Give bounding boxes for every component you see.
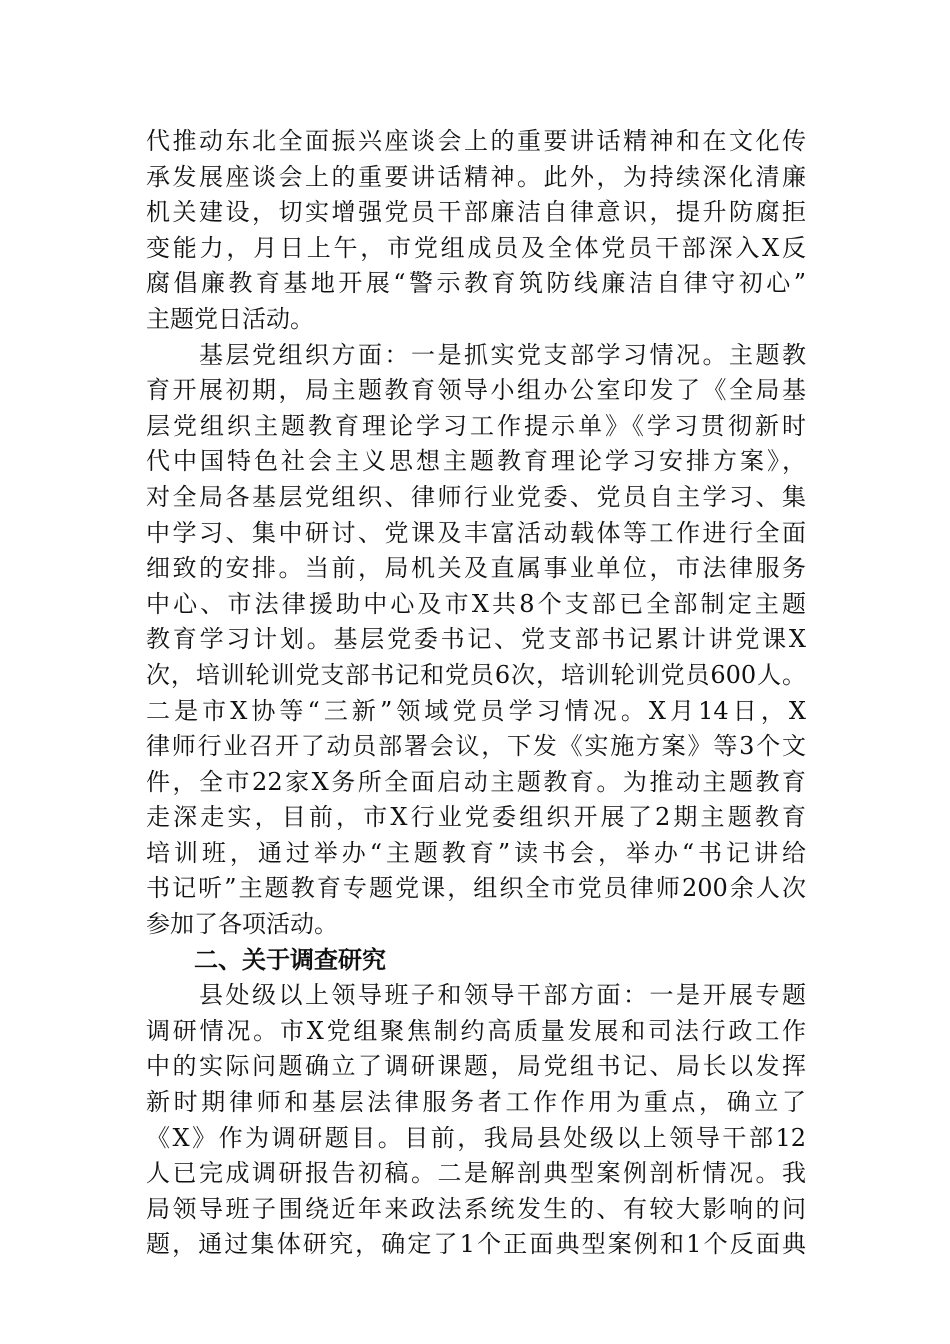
- text-line: 件，全市22家X务所全面启动主题教育。为推动主题教育: [146, 767, 806, 796]
- section-heading: 二、关于调查研究: [194, 945, 386, 974]
- text-line: 变能力，月日上午，市党组成员及全体党员干部深入X反: [146, 233, 806, 262]
- text-line: 育开展初期，局主题教育领导小组办公室印发了《全局基: [146, 376, 806, 405]
- text-line: 二是市X协等“三新”领域党员学习情况。X月14日，X: [146, 696, 806, 725]
- text-line: 承发展座谈会上的重要讲话精神。此外，为持续深化清廉: [146, 162, 806, 191]
- text-line: 腐倡廉教育基地开展“警示教育筑防线廉洁自律守初心”: [146, 269, 806, 298]
- text-line: 县处级以上领导班子和领导干部方面：一是开展专题: [146, 981, 806, 1010]
- text-line: 培训班，通过举办“主题教育”读书会，举办“书记讲给: [146, 838, 806, 867]
- text-line: 主题党日活动。: [146, 304, 314, 333]
- text-line: 局领导班子围绕近年来政法系统发生的、有较大影响的问: [146, 1194, 806, 1223]
- text-line: 人已完成调研报告初稿。二是解剖典型案例剖析情况。我: [146, 1159, 806, 1188]
- text-line: 走深走实，目前，市X行业党委组织开展了2期主题教育: [146, 803, 806, 832]
- text-line: 细致的安排。当前，局机关及直属事业单位，市法律服务: [146, 554, 806, 583]
- text-line: 书记听”主题教育专题党课，组织全市党员律师200余人次: [146, 874, 806, 903]
- text-line: 中学习、集中研讨、党课及丰富活动载体等工作进行全面: [146, 518, 806, 547]
- text-line: 参加了各项活动。: [146, 910, 338, 939]
- paragraph-3: [146, 978, 806, 1263]
- text-line: 对全局各基层党组织、律师行业党委、党员自主学习、集: [146, 482, 806, 511]
- text-line: 代推动东北全面振兴座谈会上的重要讲话精神和在文化传: [146, 127, 806, 155]
- text-line: 中的实际问题确立了调研课题，局党组书记、局长以发挥: [146, 1052, 806, 1081]
- paragraph-2: [146, 338, 806, 943]
- text-line: 新时期律师和基层法律服务者工作作用为重点，确立了: [146, 1088, 806, 1117]
- text-line: 《X》作为调研题目。目前，我局县处级以上领导干部12: [146, 1123, 806, 1152]
- document-body: [146, 124, 806, 1263]
- text-line: 题，通过集体研究，确定了1个正面典型案例和1个反面典: [146, 1230, 806, 1259]
- text-line: 律师行业召开了动员部署会议，下发《实施方案》等3个文: [146, 732, 806, 761]
- text-line: 次，培训轮训党支部书记和党员6次，培训轮训党员600人。: [146, 660, 806, 689]
- text-line: 基层党组织方面：一是抓实党支部学习情况。主题教: [146, 340, 806, 369]
- text-line: 层党组织主题教育理论学习工作提示单》《学习贯彻新时: [146, 411, 806, 440]
- text-line: 调研情况。市X党组聚焦制约高质量发展和司法行政工作: [146, 1016, 806, 1045]
- text-line: 中心、市法律援助中心及市X共8个支部已全部制定主题: [146, 589, 806, 618]
- text-line: 教育学习计划。基层党委书记、党支部书记累计讲党课X: [146, 625, 806, 654]
- paragraph-1: [146, 124, 806, 338]
- text-line: 代中国特色社会主义思想主题教育理论学习安排方案》，: [146, 447, 806, 476]
- text-line: 机关建设，切实增强党员干部廉洁自律意识，提升防腐拒: [146, 198, 806, 227]
